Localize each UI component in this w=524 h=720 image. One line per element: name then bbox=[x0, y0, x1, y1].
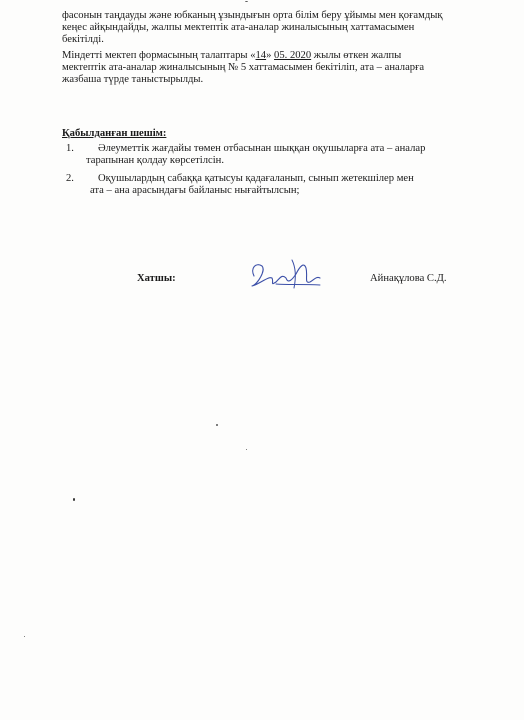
scan-speck bbox=[246, 449, 247, 450]
scan-speck bbox=[24, 636, 25, 637]
decision-item-line: ата – ана арасындағы байланыс нығайтылсын; bbox=[90, 185, 300, 196]
decision-item-number: 2. bbox=[66, 173, 74, 184]
paragraph2-date: 05. 2020 bbox=[274, 50, 312, 61]
decision-item-line: Оқушылардың сабаққа қатысуы қадағаланып, сынып жетекшілер мен bbox=[98, 173, 414, 184]
paragraph1-line2: кеңес айқындайды, жалпы мектептік ата-аналар жиналысының хаттамасымен bbox=[62, 22, 415, 33]
scan-speck bbox=[216, 424, 218, 426]
paragraph2-text-mid: » bbox=[266, 50, 275, 61]
scan-speck bbox=[73, 498, 75, 501]
signature-role: Хатшы: bbox=[137, 273, 176, 284]
paragraph1-line3: бекітілді. bbox=[62, 34, 104, 45]
paragraph2-day: 14 bbox=[255, 50, 267, 61]
decision-item-line: Әлеуметтік жағдайы төмен отбасынан шыққан оқушыларға ата – аналар bbox=[98, 143, 426, 154]
decision-item-line: тарапынан қолдау көрсетілсін. bbox=[86, 155, 224, 166]
paragraph2-line1 bbox=[62, 50, 401, 62]
signature-name: Айнақұлова С.Д. bbox=[370, 273, 447, 284]
paragraph2-text-post: жылы өткен жалпы bbox=[311, 50, 402, 61]
paragraph2-text-pre: Міндетті мектеп формасының талаптары « bbox=[62, 50, 256, 61]
paragraph2-line3: жазбаша түрде таныстырылды. bbox=[62, 74, 204, 85]
scan-speck bbox=[245, 1, 248, 2]
paragraph1-line1: фасонын таңдауды және юбканың ұзындығын орта білім беру ұйымы мен қоғамдық bbox=[62, 10, 443, 21]
paragraph2-line2: мектептік ата-аналар жиналысының № 5 хаттамасымен бекітіліп, ата – аналарға bbox=[62, 62, 425, 73]
decision-item-number: 1. bbox=[66, 143, 74, 154]
decision-heading: Қабылданған шешім: bbox=[62, 128, 167, 139]
handwritten-signature bbox=[246, 254, 328, 294]
